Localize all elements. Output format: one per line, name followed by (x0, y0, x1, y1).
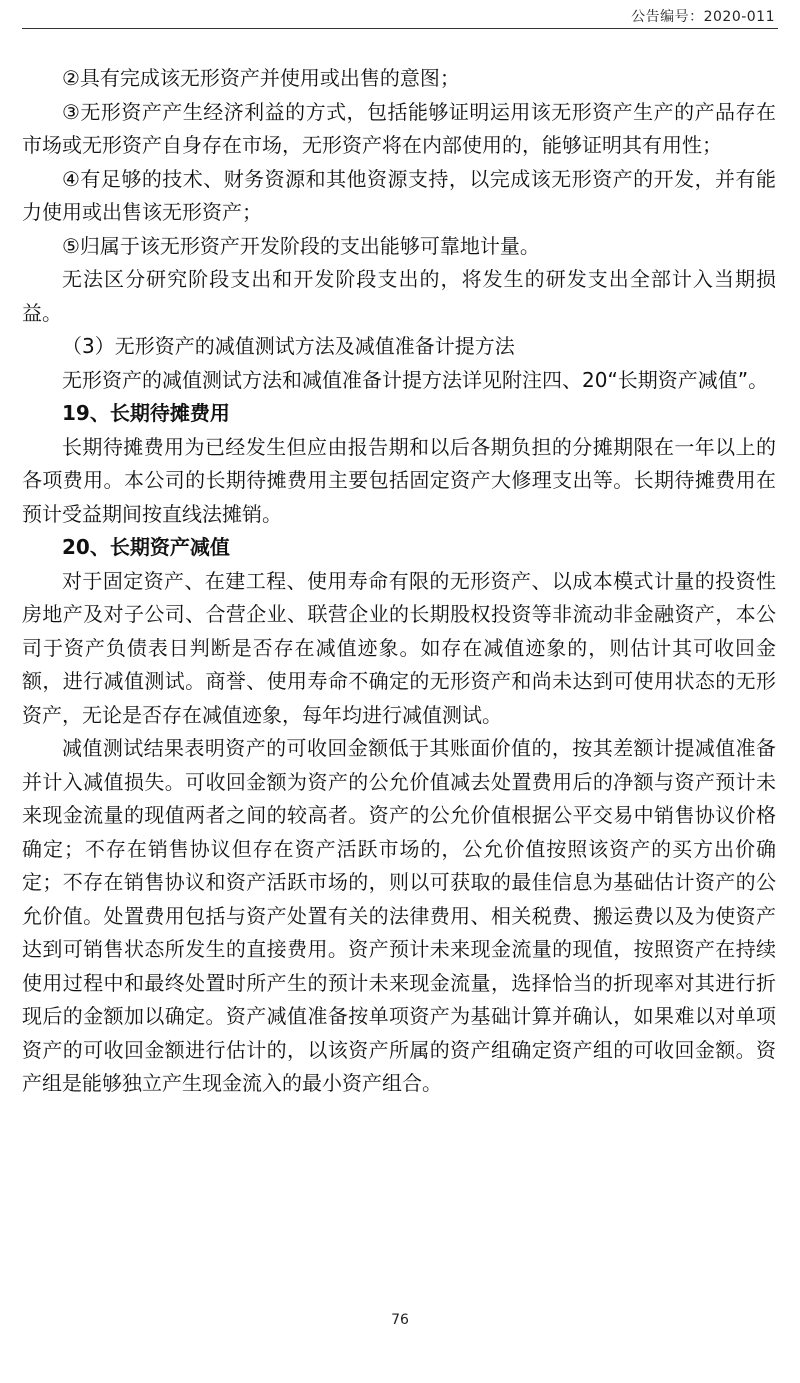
paragraph-rd-expense: 无法区分研究阶段支出和开发阶段支出的，将发生的研发支出全部计入当期损益。 (22, 267, 776, 325)
page-number: 76 (391, 1312, 409, 1328)
paragraph-condition-5: ⑤归属于该无形资产开发阶段的支出能够可靠地计量。 (62, 233, 540, 258)
paragraph-impairment-indicators: 对于固定资产、在建工程、使用寿命有限的无形资产、以成本模式计量的投资性房地产及对子公司、合营企业、联营企业的长期股权投资等非流动非金融资产，本公司于资产负债表日判断是否存在减值迹象。如存在减值迹象的，则估计其可收回金额，进行减值测试。商誉、使用寿命不确定的无形资产和尚未达到可使用状态的无形资产，无论是否存在减值迹象，每年均进行减值测试。 (22, 568, 776, 727)
paragraph-condition-3: ③无形资产产生经济利益的方式，包括能够证明运用该无形资产生产的产品存在市场或无形资产自身存在市场，无形资产将在内部使用的，能够证明其有用性； (22, 99, 776, 157)
header-divider (22, 28, 778, 29)
section-heading-20: 20、长期资产减值 (62, 535, 230, 559)
subheading-impairment-method: （3）无形资产的减值测试方法及减值准备计提方法 (62, 334, 515, 358)
paragraph-condition-2: ②具有完成该无形资产并使用或出售的意图； (62, 66, 460, 90)
paragraph-impairment-measurement: 减值测试结果表明资产的可收回金额低于其账面价值的，按其差额计提减值准备并计入减值损失。可收回金额为资产的公允价值减去处置费用后的净额与资产预计未来现金流量的现值两者之间的较高者。资产的公允价值根据公平交易中销售协议价格确定；不存在销售协议但存在资产活跃市场的，公允价值按照该资产的买方出价确定；不存在销售协议和资产活跃市场的，则以可获取的最佳信息为基础估计资产的公允价值。处置费用包括与资产处置有关的法律费用、相关税费、搬运费以及为使资产达到可销售状态所发生的直接费用。资产预计未来现金流量的现值，按照资产在持续使用过程中和最终处置时所产生的预计未来现金流量，选择恰当的折现率对其进行折现后的金额加以确定。资产减值准备按单项资产为基础计算并确认，如果难以对单项资产的可收回金额进行估计的，以该资产所属的资产组确定资产组的可收回金额。资产组是能够独立产生现金流入的最小资产组合。 (22, 736, 776, 1095)
document-number: 公告编号：2020-011 (631, 9, 775, 25)
paragraph-long-term-prepaid: 长期待摊费用为已经发生但应由报告期和以后各期负担的分摊期限在一年以上的各项费用。本公司的长期待摊费用主要包括固定资产大修理支出等。长期待摊费用在预计受益期间按直线法摊销。 (22, 434, 776, 526)
paragraph-condition-4: ④有足够的技术、财务资源和其他资源支持，以完成该无形资产的开发，并有能力使用或出售该无形资产； (22, 166, 776, 224)
paragraph-impairment-reference: 无形资产的减值测试方法和减值准备计提方法详见附注四、20“长期资产减值”。 (62, 367, 769, 392)
document-body (22, 62, 776, 1101)
section-heading-19: 19、长期待摊费用 (62, 401, 230, 425)
